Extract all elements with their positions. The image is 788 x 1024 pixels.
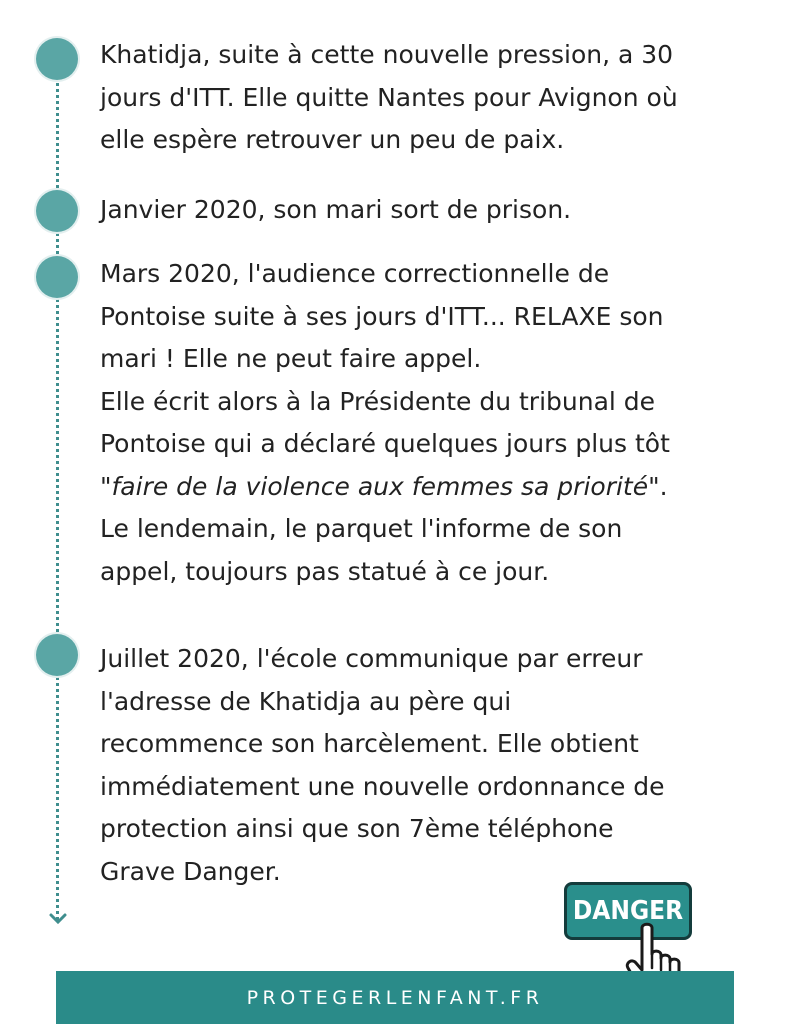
entry-line: recommence son harcèlement. Elle obtient — [100, 729, 639, 758]
entry-line: protection ainsi que son 7ème téléphone — [100, 814, 614, 843]
entry-line: jours d'ITT. Elle quitte Nantes pour Avignon où — [100, 82, 678, 112]
timeline-arrow-down-icon — [48, 912, 68, 926]
timeline-dot — [36, 634, 78, 676]
entry-line: Grave Danger. — [100, 856, 281, 886]
entry-line: Pontoise qui a déclaré quelques jours plus tôt — [100, 429, 670, 458]
timeline-dot — [36, 256, 78, 298]
entry-line: Pontoise suite à ses jours d'ITT... RELAXE son — [100, 301, 664, 331]
timeline-line — [56, 60, 59, 920]
footer-url[interactable]: PROTEGERLENFANT.FR — [246, 986, 544, 1009]
danger-button[interactable]: DANGER — [564, 882, 692, 940]
timeline-entry-2 — [100, 189, 740, 232]
timeline-entry-4 — [100, 638, 740, 893]
entry-line: elle espère retrouver un peu de paix. — [100, 125, 565, 154]
entry-line: l'adresse de Khatidja au père qui — [100, 686, 512, 716]
quote-close: ". — [648, 471, 668, 501]
entry-line: immédiatement une nouvelle ordonnance de — [100, 771, 665, 801]
timeline-dot — [36, 190, 78, 232]
timeline-entry-1 — [100, 34, 740, 162]
entry-line: Janvier 2020, son mari sort de prison. — [100, 195, 572, 224]
entry-line: Elle écrit alors à la Présidente du tribunal de — [100, 386, 656, 416]
entry-line-quote — [100, 466, 740, 509]
timeline-dot — [36, 38, 78, 80]
entry-line: Mars 2020, l'audience correctionnelle de — [100, 259, 610, 288]
entry-line: Juillet 2020, l'école communique par erreur — [100, 644, 643, 673]
entry-line: Khatidja, suite à cette nouvelle pression, a 30 — [100, 40, 674, 69]
entry-line: appel, toujours pas statué à ce jour. — [100, 556, 550, 586]
entry-line: Le lendemain, le parquet l'informe de son — [100, 514, 623, 543]
footer-banner — [56, 971, 734, 1024]
quote-open: " — [100, 471, 112, 501]
quote-italic: faire de la violence aux femmes sa priorité — [111, 471, 649, 501]
timeline-entry-3 — [100, 253, 740, 593]
entry-line: mari ! Elle ne peut faire appel. — [100, 344, 482, 373]
